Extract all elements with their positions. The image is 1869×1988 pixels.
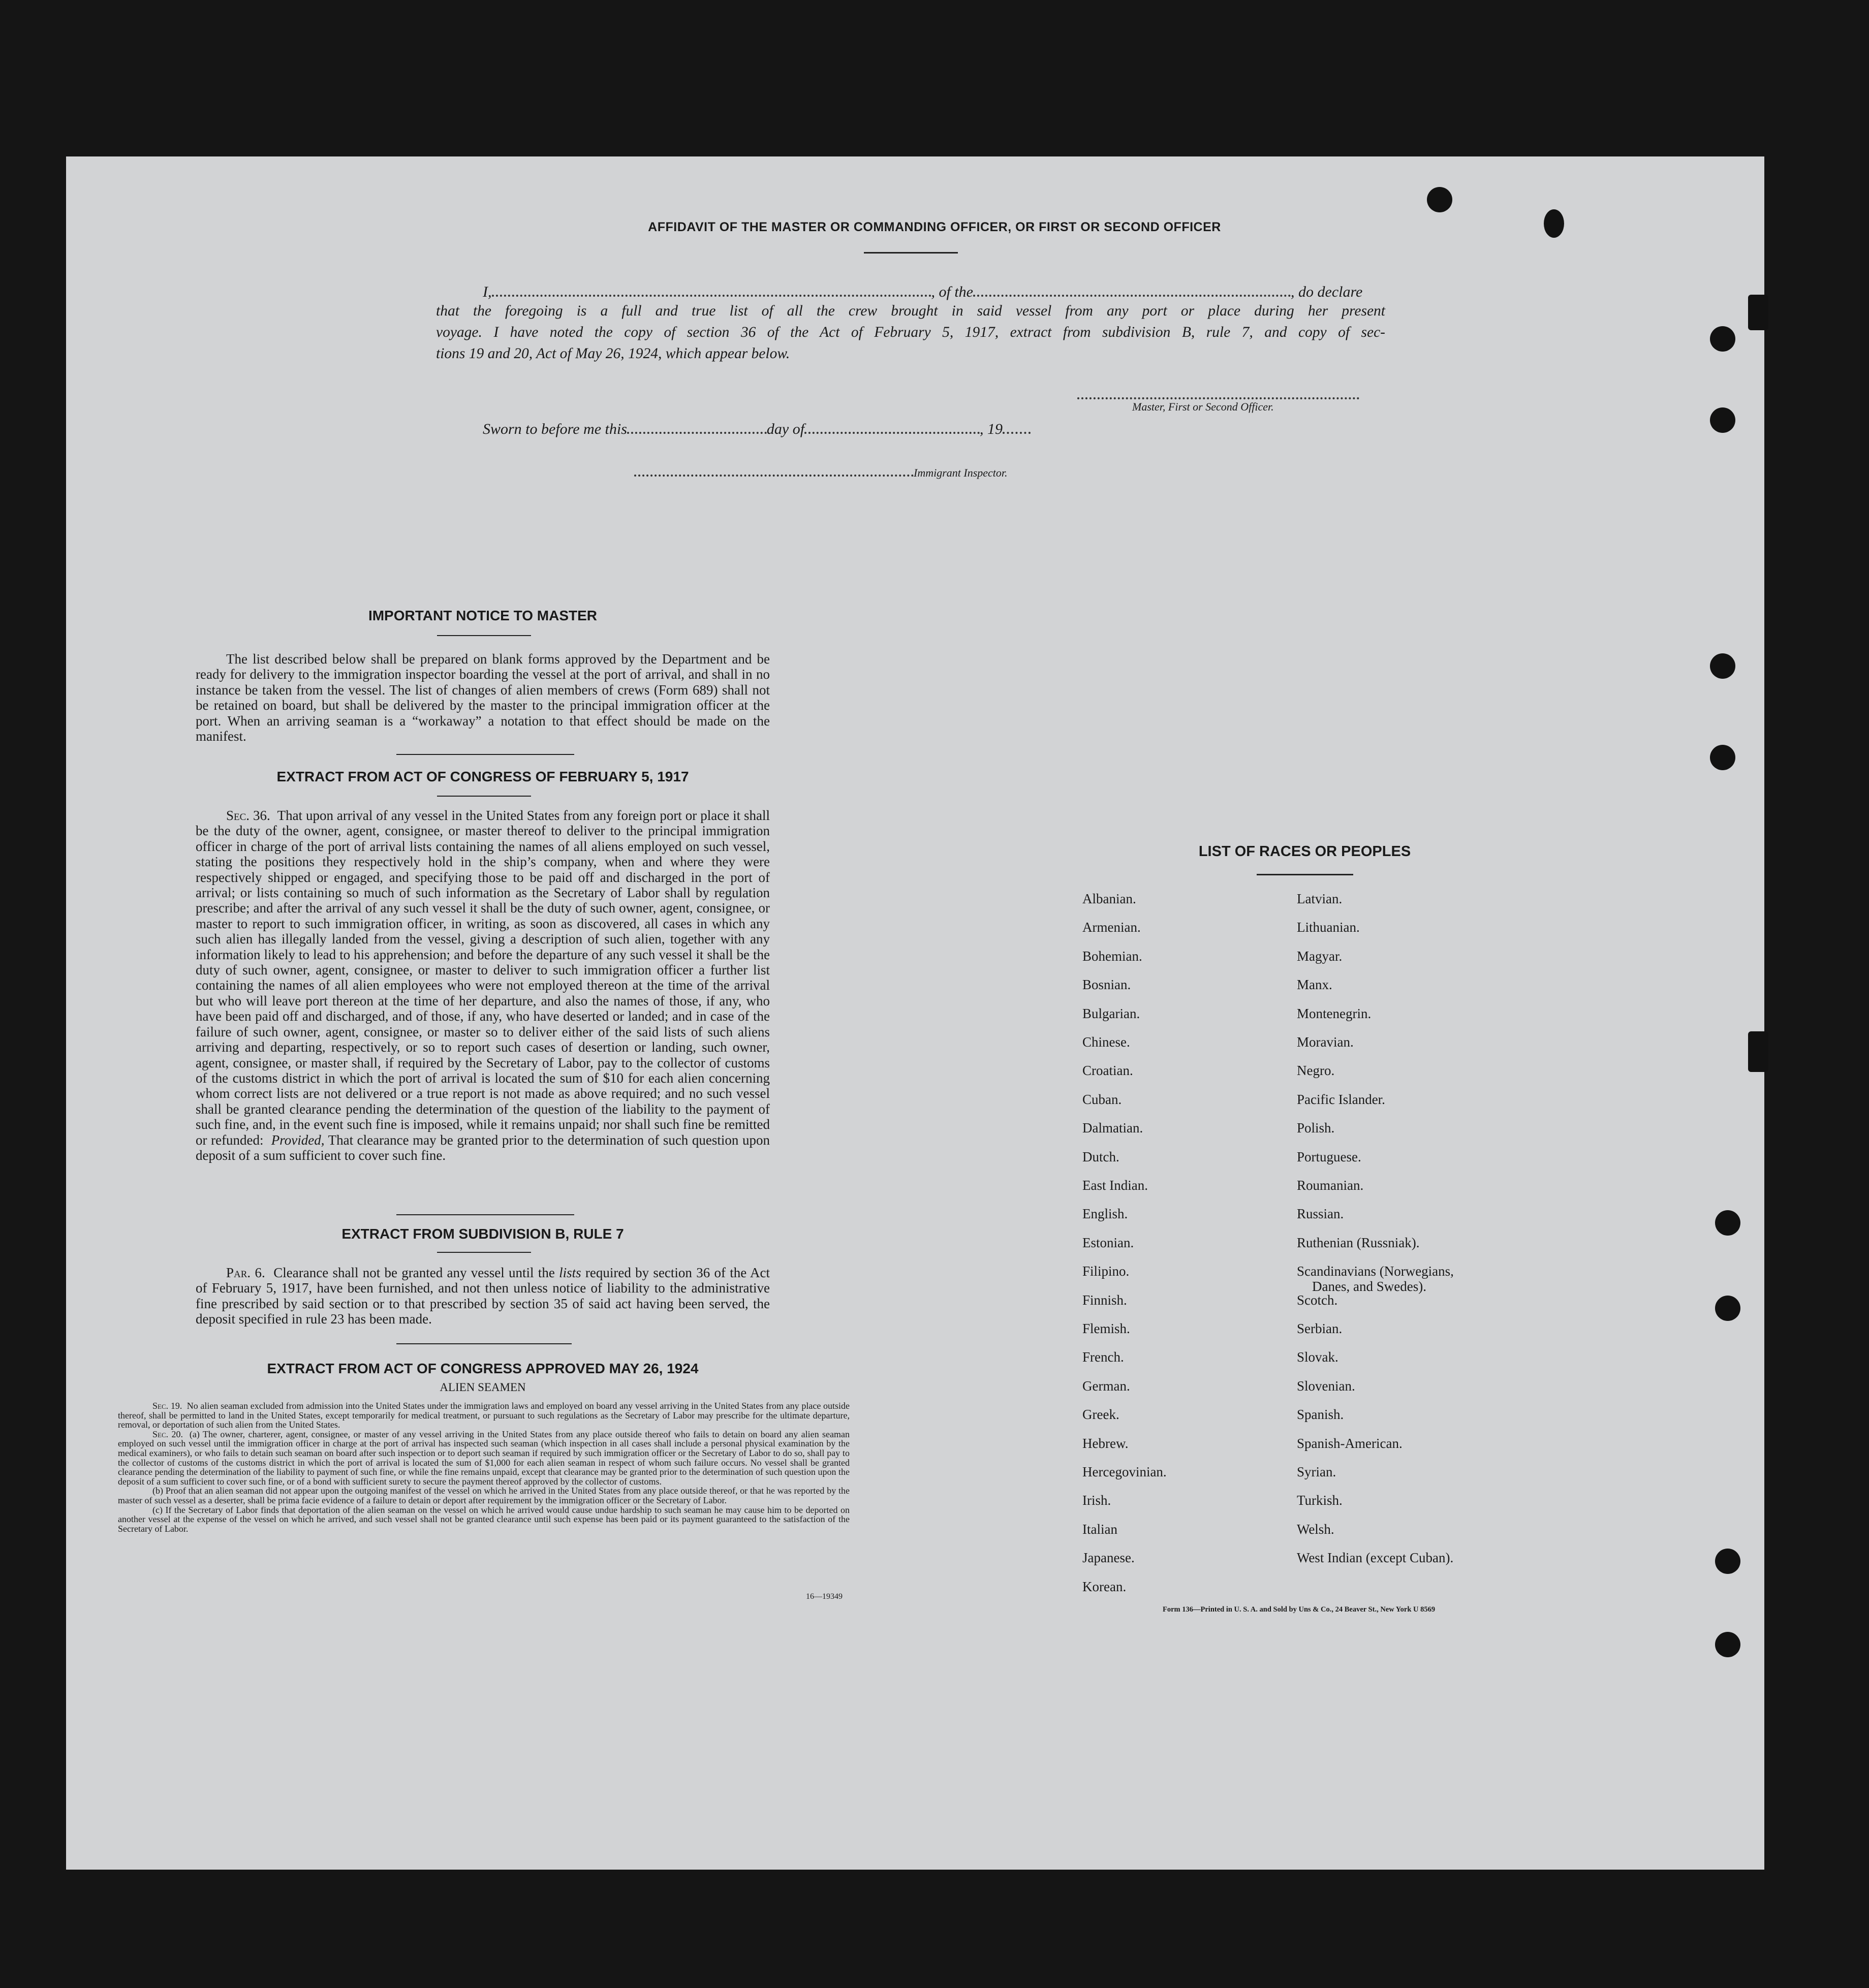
race-item: Spanish.	[1297, 1407, 1344, 1423]
of-the-label: , of the	[931, 283, 973, 300]
race-item: Japanese.	[1082, 1550, 1135, 1566]
vessel-blank[interactable]	[973, 280, 1291, 297]
race-item: Polish.	[1297, 1120, 1335, 1136]
race-item: Latvian.	[1297, 891, 1343, 906]
race-item: Flemish.	[1082, 1321, 1130, 1336]
section-20a	[118, 1430, 850, 1487]
race-item: Montenegrin.	[1297, 1005, 1372, 1021]
affidavit-declaration-line	[483, 280, 1385, 301]
form-code: 16—19349	[806, 1592, 843, 1601]
sworn-year-blank[interactable]	[1003, 418, 1031, 434]
inspector-line	[634, 460, 1008, 480]
race-item: French.	[1082, 1349, 1124, 1365]
affidavit-line-4: tions 19 and 20, Act of May 26, 1924, which appear below.	[436, 345, 790, 362]
section-19	[118, 1401, 850, 1430]
rule-7-divider	[437, 1252, 531, 1253]
race-item: Bulgarian.	[1082, 1005, 1140, 1021]
printer-imprint: Form 136—Printed in U. S. A. and Sold by Uns & Co., 24 Beaver St., New York U 8569	[1163, 1605, 1436, 1614]
race-item: Ruthenian (Russniak).	[1297, 1235, 1420, 1250]
punch-hole	[1710, 653, 1735, 679]
paragraph-6-label: Par. 6.	[226, 1265, 265, 1280]
punch-hole	[1710, 745, 1735, 770]
race-item: Dutch.	[1082, 1149, 1119, 1164]
race-item: Portuguese.	[1297, 1149, 1361, 1164]
section-19-label: Sec. 19.	[152, 1401, 182, 1411]
race-item: Bohemian.	[1082, 948, 1142, 964]
race-item: Manx.	[1297, 977, 1332, 993]
act-1924-sections	[118, 1401, 850, 1533]
punch-hole	[1715, 1549, 1740, 1574]
section-36-text-end: That clearance may be granted prior to the determination of such question upon deposit of a sum sufficient to cover such fine.	[196, 1132, 770, 1163]
notice-text: The list described below shall be prepared on blank forms approved by the Department and be ready for delivery to the immigration inspector boarding the vessel at the port of arrival, and shall in no instance be taken from the vessel. The list of changes of alien members of crews (Form 689) shall not be retained on board, but shall be delivered by the master to the principal immigration officer at the port. When an arriving seaman is a “workaway” a notation to that effect should be made on the manifest.	[196, 651, 770, 744]
section-19-text: No alien seaman excluded from admission into the United States under the immigration laws and employed on board any vessel arriving in the United States from any place outside thereof, shall be permitted to land in the United States, except temporarily for medical treatment, or pursuant to such regulations as the Secretary of Labor may prescribe for the ultimate departure, removal, or deportation of such alien from the United States.	[118, 1401, 850, 1430]
punch-hole	[1715, 1210, 1740, 1236]
race-item: Greek.	[1082, 1407, 1119, 1423]
punch-hole	[1710, 326, 1735, 352]
race-item: Magyar.	[1297, 948, 1343, 964]
declarant-prefix: I,	[483, 283, 492, 300]
sworn-month-blank[interactable]	[804, 418, 980, 434]
race-item: Slovak.	[1297, 1349, 1338, 1365]
race-item: Scotch.	[1297, 1292, 1338, 1308]
provided-word: Provided,	[271, 1132, 325, 1148]
section-20b: (b) Proof that an alien seaman did not appear upon the outgoing manifest of the vessel on which he arrived in the United States from any place outside thereof, or that he was reported by the master of such vessel as a deserter, shall be prima facie evidence of a failure to detain or deport after requirement by the immigration officer or the Secretary of Labor.	[118, 1486, 850, 1505]
punch-hole	[1710, 407, 1735, 433]
sworn-day-label: day of	[766, 421, 805, 437]
master-signature-blank[interactable]	[1077, 383, 1359, 399]
punch-hole	[1748, 1031, 1768, 1072]
affidavit-heading: AFFIDAVIT OF THE MASTER OR COMMANDING OFFICER, OR FIRST OR SECOND OFFICER	[648, 220, 1221, 234]
inspector-signature-blank[interactable]	[634, 460, 914, 477]
race-item: Moravian.	[1297, 1034, 1354, 1050]
race-item: Lithuanian.	[1297, 920, 1360, 935]
notice-heading: IMPORTANT NOTICE TO MASTER	[368, 608, 598, 623]
race-item: Dalmatian.	[1082, 1120, 1143, 1136]
punch-hole	[1427, 187, 1452, 212]
sworn-prefix: Sworn to before me this	[483, 421, 627, 437]
race-item: Bosnian.	[1082, 977, 1131, 993]
race-item: Serbian.	[1297, 1321, 1343, 1336]
race-item: Spanish-American.	[1297, 1435, 1403, 1451]
paragraph-6-text-a: Clearance shall not be granted any vessel until the	[273, 1265, 555, 1280]
notice-divider	[437, 635, 531, 636]
affidavit-line-2: that the foregoing is a full and true list of all the crew brought in said vessel from any port or place during her present	[436, 303, 1385, 319]
notice-end-divider	[396, 754, 574, 755]
sworn-year-label: , 19	[980, 421, 1003, 437]
race-item: Finnish.	[1082, 1292, 1127, 1308]
rule-7-end-divider	[396, 1343, 572, 1344]
race-item: Russian.	[1297, 1206, 1344, 1222]
race-item: Hercegovinian.	[1082, 1464, 1167, 1479]
race-item: Syrian.	[1297, 1464, 1336, 1479]
race-item: Negro.	[1297, 1063, 1335, 1079]
section-20-label: Sec. 20.	[152, 1429, 183, 1439]
race-item: German.	[1082, 1378, 1130, 1394]
race-item: Pacific Islander.	[1297, 1091, 1385, 1107]
sworn-line	[483, 418, 1031, 438]
sworn-date-blank[interactable]	[627, 418, 767, 434]
act-1924-heading: EXTRACT FROM ACT OF CONGRESS APPROVED MAY 26, 1924	[267, 1361, 699, 1376]
punch-hole	[1715, 1632, 1740, 1657]
act-1917-heading: EXTRACT FROM ACT OF CONGRESS OF FEBRUARY 5, 1917	[276, 769, 689, 784]
section-20a-text: (a) The owner, charterer, agent, consignee, or master of any vessel arriving in the United States from any place outside thereof who fails to detain on board any alien seaman employed on such vessel until the immigration officer in charge at the port of arrival has inspected such seaman (which inspection in all cases shall include a personal physical examination by the medical examiners), or who fails to detain such seaman on board after such inspection or to deport such seaman if required by such immigration officer or the Secretary of Labor to do so, shall pay to the collector of customs of the customs district in which the port of arrival is located the sum of $1,000 for each alien seaman in respect of whom such failure occurs. No vessel shall be granted clearance pending the determination of the liability to payment of such fine, or while the fine remains unpaid, except that clearance may be granted prior to the determination of such question upon the deposit of a sum sufficient to cover such fine, or of a bond with sufficient surety to secure the payment thereof approved by the collector of customs.	[118, 1429, 850, 1487]
act-1917-end-divider	[396, 1214, 574, 1215]
paragraph-6-text-b: required by section 36 of the Act of February 5, 1917, have been furnished, and not then unless notice of liability to the administrative fine prescribed by said section or to that prescribed by section 35 of said act having been served, the deposit specified in rule 23 has been made.	[196, 1265, 770, 1327]
race-item: Estonian.	[1082, 1235, 1134, 1250]
race-item: Slovenian.	[1297, 1378, 1355, 1394]
act-1917-section-36	[196, 808, 770, 1163]
race-item: Albanian.	[1082, 891, 1136, 906]
master-signature-label: Master, First or Second Officer.	[1132, 400, 1274, 413]
act-1917-divider	[437, 796, 531, 797]
affidavit-divider	[864, 252, 958, 254]
section-36-text: That upon arrival of any vessel in the United States from any foreign port or place it shall be the duty of the owner, agent, consignee, or master thereof to deliver to the principal immigration officer in charge of the port of arrival lists containing the names of all aliens employed on such vessel, stating the positions they respectively hold in the ship’s company, when and where they were respectively shipped or engaged, and specifying those to be paid off and discharged in the port of arrival; or lists containing so much of such information as the Secretary of Labor shall by regulation prescribe; and after the arrival of any such vessel it shall be the duty of such owner, agent, consignee, or master to report to such immigration officer, in writing, as soon as discovered, all cases in which any such alien has illegally landed from the vessel, giving a description of such alien, together with any information likely to lead to his apprehension; and before the departure of any such vessel it shall be the duty of such owner, agent, consignee, or master to deliver to such immigration officer a further list containing the names of all alien employees who were not employed thereon at the time of the arrival but who will leave port thereon at the time of her departure, and also the names of those, if any, who have been paid off and discharged, and of those, if any, who have deserted or landed; and in case of the failure of such owner, agent, consignee, or master so to deliver either of the said lists of such aliens arriving and departing, respectively, or so to report such cases of desertion or landing, such owner, agent, consignee, or master shall, if required by the Secretary of Labor, pay to the collector of customs of the customs district in which the port of arrival is located the sum of $10 for each alien concerning whom correct lists are not delivered or a true report is not made as above required; and no such vessel shall be granted clearance pending the determination of the question of the liability to the payment of such fine, and, in the event such fine is imposed, while it remains unpaid; nor shall such fine be remitted or refunded:	[196, 808, 770, 1148]
section-20c: (c) If the Secretary of Labor finds that deportation of the alien seaman on the vessel on which he arrived would cause undue hardship to such seaman he may cause him to be deported on another vessel at the expense of the vessel on which he arrived, and such vessel shall not be granted clearance until such expense has been paid or its payment guaranteed to the satisfaction of the Secretary of Labor.	[118, 1504, 850, 1534]
punch-hole	[1748, 295, 1768, 330]
alien-seamen-subheading: ALIEN SEAMEN	[440, 1381, 526, 1394]
race-item: Turkish.	[1297, 1493, 1343, 1508]
race-item: Cuban.	[1082, 1091, 1122, 1107]
races-heading: LIST OF RACES OR PEOPLES	[1198, 843, 1411, 860]
race-item: Italian	[1082, 1521, 1117, 1537]
declare-label: , do declare	[1291, 283, 1363, 300]
rule-7-heading: EXTRACT FROM SUBDIVISION B, RULE 7	[341, 1226, 624, 1242]
race-item: Hebrew.	[1082, 1435, 1129, 1451]
punch-hole	[1715, 1296, 1740, 1321]
race-item: Croatian.	[1082, 1063, 1133, 1079]
race-item: Korean.	[1082, 1579, 1127, 1594]
race-item: Armenian.	[1082, 920, 1141, 935]
race-item: Welsh.	[1297, 1521, 1334, 1537]
race-item: Roumanian.	[1297, 1178, 1364, 1193]
inspector-label: Immigrant Inspector.	[914, 466, 1008, 479]
races-divider	[1257, 874, 1353, 875]
section-36-label: Sec. 36.	[226, 808, 270, 823]
race-item: Filipino.	[1082, 1264, 1130, 1279]
name-blank[interactable]	[492, 280, 931, 297]
race-item: West Indian (except Cuban).	[1297, 1550, 1454, 1566]
race-item: Chinese.	[1082, 1034, 1130, 1050]
race-item: East Indian.	[1082, 1178, 1148, 1193]
affidavit-line-3: voyage. I have noted the copy of section 36 of the Act of February 5, 1917, extract from subdivision B, rule 7, and copy of sec-	[436, 324, 1385, 340]
race-item: Danes, and Swedes).	[1312, 1279, 1426, 1295]
race-item: Irish.	[1082, 1493, 1111, 1508]
race-item: Scandinavians (Norwegians,	[1297, 1264, 1454, 1279]
rule-7-paragraph-6	[196, 1265, 770, 1327]
race-item: English.	[1082, 1206, 1128, 1222]
lists-word: lists	[559, 1265, 581, 1280]
